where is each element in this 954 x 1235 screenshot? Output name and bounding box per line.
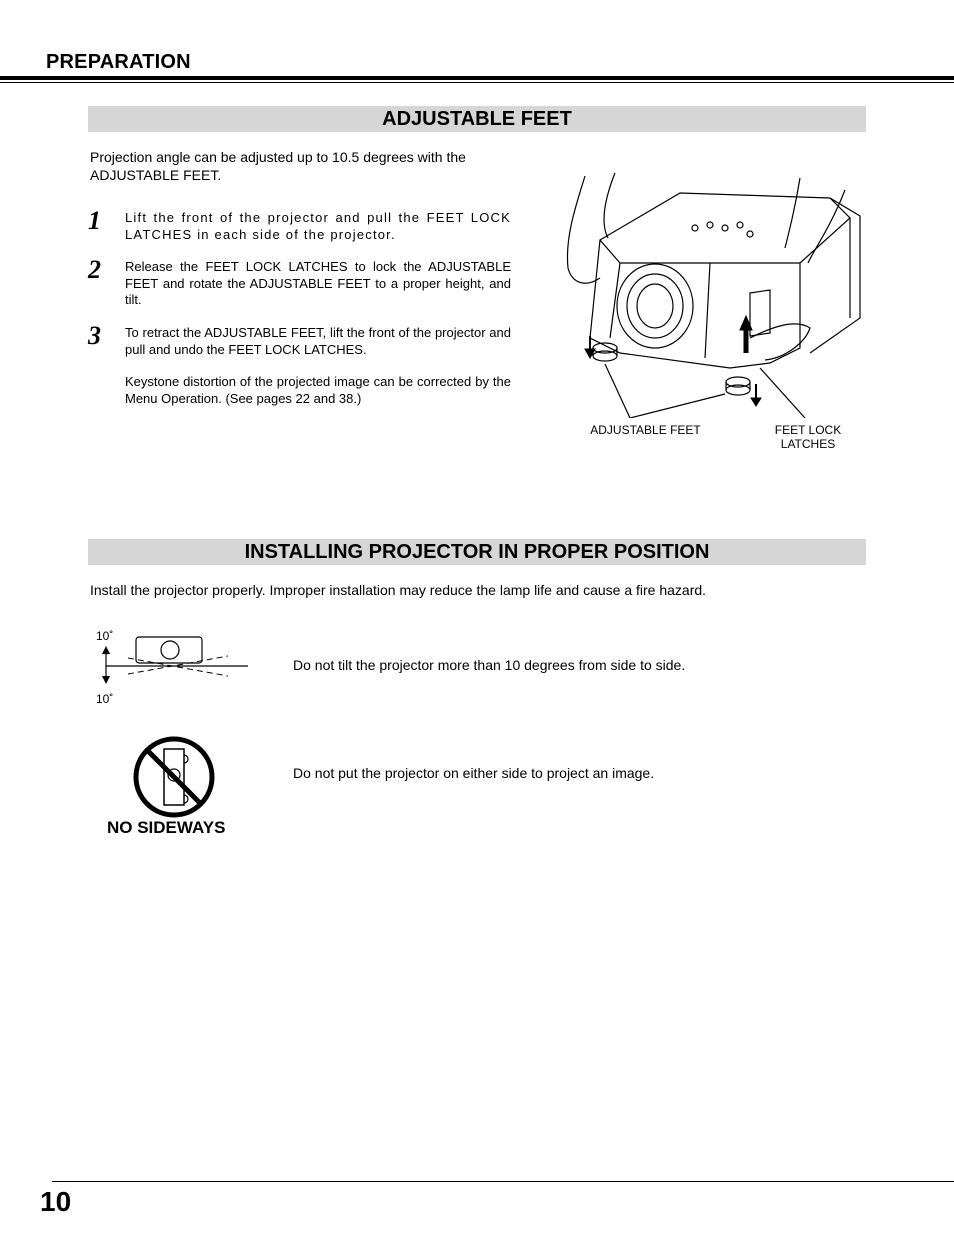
label-feet-lock-latches-line1: FEET LOCK [774,423,842,437]
section-label: PREPARATION [46,51,191,73]
step-3-number: 3 [88,321,101,350]
label-feet-lock-latches-line2: LATCHES [780,437,836,451]
no-sideways-icon [132,735,216,819]
step-2-text: Release the FEET LOCK LATCHES to lock the ADJUSTABLE FEET and rotate the ADJUSTABLE FEET to a proper height, and tilt. [125,259,511,307]
step-3-text: To retract the ADJUSTABLE FEET, lift the front of the projector and pull and undo the FEET LOCK LATCHES. [125,325,511,357]
adjustable-feet-heading: ADJUSTABLE FEET [88,106,866,132]
no-sideways-label: NO SIDEWAYS [107,818,226,837]
step-1-text: Lift the front of the projector and pull the FEET LOCK LATCHES in each side of the projector. [125,210,511,242]
page-number: 10 [40,1186,72,1217]
sideways-caution: Do not put the projector on either side to project an image. [293,765,655,781]
installing-intro: Install the projector properly. Improper installation may reduce the lamp life and cause a fire hazard. [90,582,707,598]
projector-feet-illustration [560,168,870,418]
step-1-number: 1 [88,206,101,235]
installing-heading: INSTALLING PROJECTOR IN PROPER POSITION [88,539,866,565]
step-2-number: 2 [88,255,101,284]
tilt-degree-top: 10˚ [96,629,114,643]
tilt-degree-bottom: 10˚ [96,692,114,706]
label-feet-lock-latches [758,423,858,451]
label-adjustable-feet: ADJUSTABLE FEET [590,423,701,437]
tilt-caution: Do not tilt the projector more than 10 degrees from side to side. [293,657,686,673]
header-rule [0,76,954,80]
header-rule-thin [0,82,954,83]
tilt-diagram [98,630,258,690]
adjustable-feet-intro: Projection angle can be adjusted up to 10.5 degrees with the ADJUSTABLE FEET. [90,149,466,183]
footer-rule [52,1181,954,1182]
keystone-note: Keystone distortion of the projected image can be corrected by the Menu Operation. (See pages 22 and 38.) [125,374,511,406]
